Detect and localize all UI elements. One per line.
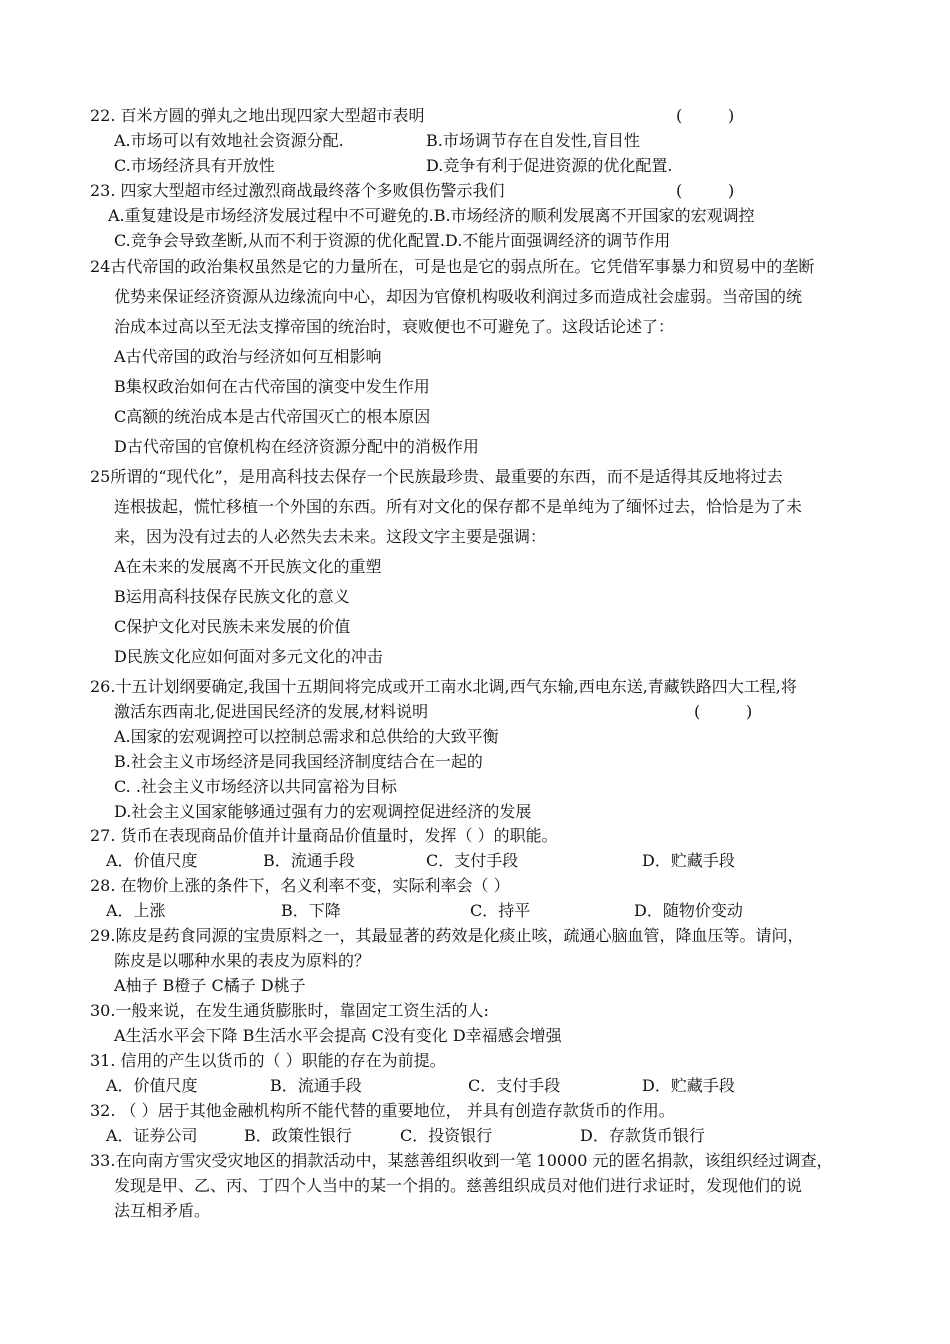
question-29-line-2: 陈皮是以哪种水果的表皮为原料的？ xyxy=(114,951,371,970)
question-31-stem: 31. 信用的产生以货币的（ ）职能的存在为前提。 xyxy=(90,1051,446,1070)
answer-blank-22: ( ) xyxy=(676,106,735,125)
option-26-d: D.社会主义国家能够通过强有力的宏观调控促进经济的发展 xyxy=(114,802,532,821)
option-22-b: B.市场调节存在自发性,盲目性 xyxy=(426,131,640,150)
option-27-d: D．贮藏手段 xyxy=(642,851,735,870)
option-31-d: D．贮藏手段 xyxy=(642,1076,735,1095)
option-28-a: A．上涨 xyxy=(106,901,166,920)
options-30: A生活水平会下降 B生活水平会提高 C没有变化 D幸福感会增强 xyxy=(114,1026,562,1045)
option-27-c: C．支付手段 xyxy=(426,851,519,870)
option-31-b: B．流通手段 xyxy=(270,1076,362,1095)
option-28-b: B．下降 xyxy=(281,901,341,920)
option-27-a: A．价值尺度 xyxy=(106,851,198,870)
question-25-line-2: 连根拔起，慌忙移植一个外国的东西。所有对文化的保存都不是单纯为了缅怀过去，恰恰是为了未 xyxy=(114,497,803,516)
option-25-a: A在未来的发展离不开民族文化的重塑 xyxy=(114,557,382,576)
option-27-b: B．流通手段 xyxy=(263,851,355,870)
option-28-c: C．持平 xyxy=(470,901,531,920)
option-22-a: A.市场可以有效地社会资源分配. xyxy=(114,131,344,150)
question-24-line-3: 治成本过高以至无法支撑帝国的统治时，衰败便也不可避免了。这段话论述了： xyxy=(114,317,675,336)
question-33-line-2: 发现是甲、乙、丙、丁四个人当中的某一个捐的。慈善组织成员对他们进行求证时，发现他们的说 xyxy=(114,1176,803,1195)
option-32-b: B．政策性银行 xyxy=(244,1126,352,1145)
option-28-d: D．随物价变动 xyxy=(634,901,743,920)
option-23-cd: C.竞争会导致垄断,从而不利于资源的优化配置.D.不能片面强调经济的调节作用 xyxy=(114,231,671,250)
question-23-stem: 23. 四家大型超市经过激烈商战最终落个多败俱伤警示我们 xyxy=(90,181,505,200)
option-26-b: B.社会主义市场经济是同我国经济制度结合在一起的 xyxy=(114,752,483,771)
option-22-d: D.竞争有利于促进资源的优化配置. xyxy=(426,156,673,175)
option-32-a: A．证券公司 xyxy=(106,1126,198,1145)
option-24-a: A古代帝国的政治与经济如何互相影响 xyxy=(114,347,382,366)
question-24-line-2: 优势来保证经济资源从边缘流向中心，却因为官僚机构吸收利润过多而造成社会虚弱。当帝国的统 xyxy=(114,287,803,306)
answer-blank-26: ( ) xyxy=(694,702,753,721)
option-26-c: C. .社会主义市场经济以共同富裕为目标 xyxy=(114,777,397,796)
question-32-stem: 32. （ ）居于其他金融机构所不能代替的重要地位， 并具有创造存款货币的作用。 xyxy=(90,1101,675,1120)
question-26-line-1: 26.十五计划纲要确定,我国十五期间将完成或开工南水北调,西气东输,西电东送,青藏铁路四大工程,将 xyxy=(90,677,797,696)
option-25-d: D民族文化应如何面对多元文化的冲击 xyxy=(114,647,383,666)
question-25-line-3: 来，因为没有过去的人必然失去未来。这段文字主要是强调： xyxy=(114,527,547,546)
option-31-c: C．支付手段 xyxy=(468,1076,561,1095)
question-29-line-1: 29.陈皮是药食同源的宝贵原料之一，其最显著的药效是化痰止咳，疏通心脑血管，降血压等。请问， xyxy=(90,926,804,945)
question-24-line-1: 24古代帝国的政治集权虽然是它的力量所在，可是也是它的弱点所在。它凭借军事暴力和贸易中的垄断 xyxy=(90,257,815,276)
option-24-d: D古代帝国的官僚机构在经济资源分配中的消极作用 xyxy=(114,437,479,456)
option-25-c: C保护文化对民族未来发展的价值 xyxy=(114,617,351,636)
question-33-line-3: 法互相矛盾。 xyxy=(114,1201,211,1220)
answer-blank-23: ( ) xyxy=(676,181,735,200)
question-25-line-1: 25所谓的“现代化”，是用高科技去保存一个民族最珍贵、最重要的东西，而不是适得其反地将过去 xyxy=(90,467,783,486)
question-28-stem: 28. 在物价上涨的条件下，名义利率不变，实际利率会（ ） xyxy=(90,876,510,895)
option-22-c: C.市场经济具有开放性 xyxy=(114,156,275,175)
option-31-a: A．价值尺度 xyxy=(106,1076,198,1095)
question-33-line-1: 33.在向南方雪灾受灾地区的捐款活动中，某慈善组织收到一笔 10000 元的匿名捐款，该组织经过调查， xyxy=(90,1151,833,1170)
question-27-stem: 27. 货币在表现商品价值并计量商品价值量时，发挥（ ）的职能。 xyxy=(90,826,558,845)
option-26-a: A.国家的宏观调控可以控制总需求和总供给的大致平衡 xyxy=(114,727,499,746)
question-26-line-2: 激活东西南北,促进国民经济的发展,材料说明 xyxy=(114,702,429,721)
options-29: A柚子 B橙子 C橘子 D桃子 xyxy=(114,976,306,995)
option-24-c: C高额的统治成本是古代帝国灭亡的根本原因 xyxy=(114,407,431,426)
option-32-d: D．存款货币银行 xyxy=(580,1126,705,1145)
option-23-ab: A.重复建设是市场经济发展过程中不可避免的.B.市场经济的顺利发展离不开国家的宏观调控 xyxy=(108,206,755,225)
option-25-b: B运用高科技保存民族文化的意义 xyxy=(114,587,350,606)
option-32-c: C．投资银行 xyxy=(400,1126,493,1145)
question-22-stem: 22. 百米方圆的弹丸之地出现四家大型超市表明 xyxy=(90,106,425,125)
question-30-stem: 30.一般来说，在发生通货膨胀时，靠固定工资生活的人: xyxy=(90,1001,489,1020)
option-24-b: B集权政治如何在古代帝国的演变中发生作用 xyxy=(114,377,430,396)
